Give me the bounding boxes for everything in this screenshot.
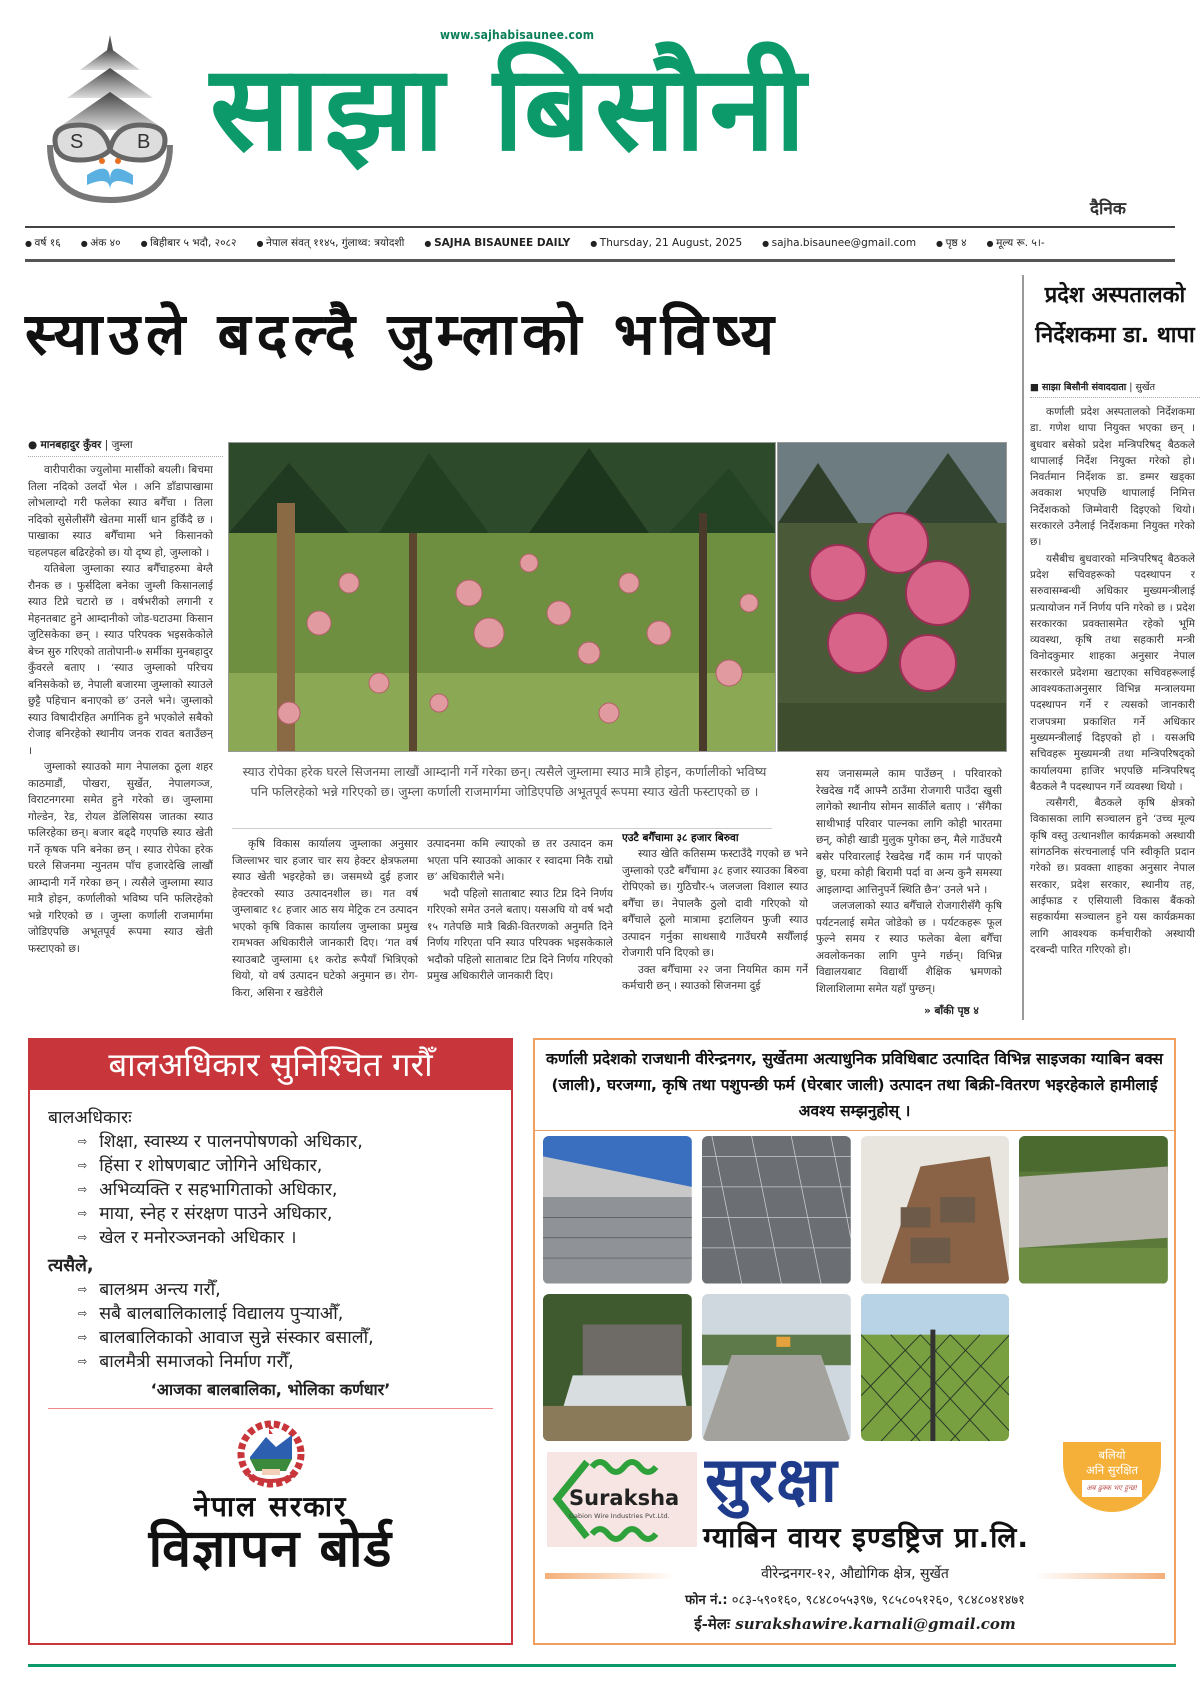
rights-item: ⇨ खेल र मनोरञ्जनको अधिकार । bbox=[48, 1226, 493, 1250]
factory-gabion-photo bbox=[543, 1136, 692, 1284]
article-paragraph: भदौ पहिलो साताबाट स्याउ टिप्न दिने निर्णय गरिएको समेत उनले बताए। यसअघि यो वर्ष भदौ १५ गतेपछि मात्रै बिक्री-वितरणको अनुमति दिने निर्णय गरिएता पनि स्याउ परिपक्क भइसकेकाले भदौको पहिलो साताबाट टिप्न दिने निर्णय गरिएको प्रमुख अधिकारीले जानकारी दिए। bbox=[427, 887, 613, 982]
article-paragraph: उत्पादनमा कमि ल्याएको छ तर उत्पादन कम भएता पनि स्याउको आकार र स्वादमा निकै राम्रो छ’ अधिकारीले भने। bbox=[427, 838, 613, 883]
email-address[interactable]: surakshawire.karnali@gmail.com bbox=[735, 1615, 1016, 1633]
nepal-sambat-date: ● नेपाल संवत् ११४५, गुंलाथ्व: त्रयोदशी bbox=[256, 236, 404, 250]
ad-slogan: ‘आजका बालबालिका, भोलिका कर्णधार’ bbox=[48, 1378, 493, 1409]
continued-link[interactable]: » बाँकी पृष्ठ ४ bbox=[920, 1004, 979, 1018]
logo-letter-s: S bbox=[70, 131, 84, 153]
action-item: ⇨ बालमैत्री समाजको निर्माण गरौँ, bbox=[48, 1350, 493, 1374]
pagoda-book-logo-icon bbox=[25, 30, 195, 205]
apple-closeup-photo bbox=[777, 442, 1007, 752]
page-number: ● पृष्ठ ४ bbox=[936, 236, 966, 250]
byline-place: सुर्खेत bbox=[1135, 382, 1156, 393]
article-paragraph: सय जनासम्मले काम पाउँछन् । परिवारको रेखदेख गर्दै आफ्नै ठाउँमा रोजगारी पाउँदा खुसी लागेको स्थानीय सोमन सार्कीले बताए । ‘सँगैका साथीभाई परिवार पाल्नका लागि कोही भारतमा छन्, कोही खाडी मुलुक पुगेका छन्, मैले गाउँघरमै बसेर परिवारलाई रेखदेख गर्दै काम गर्न पाएको छु, घरमा कोही बिरामी पर्दा वा अन्य कुनै समस्या आइलाग्दा आत्तिनुपर्ने स्थिति छैन’ उनले भने । bbox=[816, 768, 1002, 896]
action-item: ⇨ सबै बालबालिकालाई विद्यालय पुर्‍याऔँ, bbox=[48, 1302, 493, 1326]
suraksha-logo bbox=[547, 1452, 697, 1547]
action-item: ⇨ बालश्रम अन्त्य गरौँ, bbox=[48, 1278, 493, 1302]
divider bbox=[232, 828, 772, 829]
gabion-stack-photo bbox=[702, 1136, 851, 1284]
rights-item: ⇨ माया, स्नेह र संरक्षण पाउने अधिकार, bbox=[48, 1202, 493, 1226]
tagline-line-1: बलियो bbox=[1098, 1448, 1126, 1462]
article-column bbox=[427, 836, 613, 1021]
tagline-small: अब ढुक्क भए हुन्छ! bbox=[1082, 1480, 1141, 1497]
article-paragraph: जलजलाको स्याउ बगैँचाले रोजगारीसँगै कृषि पर्यटनलाई समेत जोडेको छ । पर्यटकहरू फूल फुल्ने समय र स्याउ फलेका बेला बगैँचा अवलोकनका लागि पुग्ने गर्छन्। विभिन्न विद्यालयबाट विद्यार्थी शैक्षिक भ्रमणको शिलाशिलामा समेत यहाँ पुग्छन्। bbox=[816, 900, 1002, 995]
email-line bbox=[545, 1614, 1165, 1634]
phone-numbers[interactable]: ०८३-५९०१६०, ९८४८०५५३९७, ९८५८०५१२६०, ९८४८०४१४७१ bbox=[731, 1593, 1025, 1608]
nepal-emblem-icon bbox=[236, 1419, 306, 1489]
paper-name-english: ● SAJHA BISAUNEE DAILY bbox=[424, 237, 570, 249]
photo-caption: स्याउ रोपेका हरेक घरले सिजनमा लाखौं आम्दानी गर्ने गरेका छन्। त्यसैले जुम्लामा स्याउ मात्रै होइन, कर्णालीको भविष्य पनि फलिरहेको भन्ने गरिएको छ। जुम्ला कर्णाली राजमार्गमा जोडिएपछि अभूतपूर्व रूपमा स्याउ खेती फस्टाएको छ । bbox=[242, 764, 767, 799]
article-paragraph: कृषि विकास कार्यालय जुम्लाका अनुसार जिल्लाभर चार हजार चार सय हेक्टर क्षेत्रफलमा स्याउ खेती भइरहेको छ। जसमध्ये दुई हजार हेक्टरको स्याउ उत्पादनशील छ। गत वर्ष जुम्लाबाट १८ हजार आठ सय मेट्रिक टन उत्पादन भएको कृषि विकास कार्यालय जुम्लाका प्रमुख रामभक्त अधिकारीले जानकारी दिए। ‘गत वर्ष स्याउबाटै जुम्लामा ६१ करोड रूपैयाँ भित्रिएको थियो, यो वर्ष उत्पादन घटेको अनुमान छ। रोग-किरा, असिना र खडेरीले bbox=[232, 838, 418, 999]
article-column bbox=[232, 836, 418, 1021]
site-url[interactable]: www.sajhabisaunee.com bbox=[440, 28, 595, 42]
main-headline[interactable]: स्याउले बदल्दै जुम्लाको भविष्य bbox=[25, 300, 780, 368]
subheading: एउटै बगैँचामा ३८ हजार बिरुवा bbox=[622, 832, 739, 844]
brand-name: सुरक्षा bbox=[705, 1443, 839, 1516]
rights-label: बालअधिकारः bbox=[48, 1108, 132, 1128]
frequency-label: दैनिक bbox=[1090, 199, 1126, 219]
rights-item: ⇨ अभिव्यक्ति र सहभागिताको अधिकार, bbox=[48, 1178, 493, 1202]
volume: ● वर्ष १६ bbox=[25, 236, 61, 250]
chain-link-fence-photo bbox=[861, 1294, 1010, 1442]
suraksha-gabion-ad[interactable] bbox=[533, 1038, 1176, 1645]
column-divider bbox=[1022, 275, 1024, 1020]
excavator-site-photo bbox=[702, 1294, 851, 1442]
action-item: ⇨ बालबालिकाको आवाज सुन्ने संस्कार बसालौँ, bbox=[48, 1326, 493, 1350]
child-rights-ad[interactable] bbox=[28, 1038, 513, 1645]
article-column bbox=[816, 766, 1002, 1016]
government-label: नेपाल सरकार bbox=[193, 1490, 348, 1523]
address-text: वीरेन्द्रनगर-१२, औद्योगिक क्षेत्र, सुर्खेत bbox=[761, 1566, 949, 1582]
product-photo-grid bbox=[543, 1136, 1168, 1441]
contact-email[interactable]: ● sajha.bisaunee@gmail.com bbox=[762, 237, 916, 249]
article-column bbox=[622, 830, 808, 1025]
article-paragraph: त्यसैगरी, बैठकले कृषि क्षेत्रको विकासका लागि सञ्चालन हुने ‘उच्च मूल्य कृषि वस्तु उत्थानशील कार्यक्रमको अस्थायी सांगठनिक संरचनालाई पनि स्वीकृति प्रदान गरेको छ। प्रवक्ता शाहका अनुसार नेपाल सरकार, प्रदेश सरकार, स्थानीय तह, आईफाड र एसियाली विकास बैंकको सहकार्यमा सञ्चालन हुने यस कार्यक्रमका लागि आवश्यक कर्मचारीको अस्थायी दरबन्दी पारित गरिएको हो। bbox=[1030, 797, 1195, 956]
logo-letter-b: B bbox=[137, 131, 151, 153]
article-paragraph: स्याउ खेति कतिसम्म फस्टाउँदै गएको छ भने जुम्लाको एउटै बगैँचामा ३८ हजार स्याउका बिरुवा रोपिएको छ। गुठिचौर-५ जलजला विशाल स्याउ बगैँचा छ। नेपालकै ठुलो दावी गरिएको यो बगैँचाले ठूलो मात्रामा इटालियन फुजी स्याउ उत्पादन गर्नुका साथसाथै गाउँघरमै सयौँलाई रोजगारी पनि दिएको छ। bbox=[622, 848, 808, 959]
nepali-date: ● बिहीबार ५ भदौ, २०८२ bbox=[141, 236, 237, 250]
issue-number: ● अंक ४० bbox=[81, 236, 121, 250]
side-article-column bbox=[1030, 404, 1195, 1019]
byline: ● मानबहादुर कुँवर | जुम्ला bbox=[28, 438, 223, 457]
rights-item: ⇨ शिक्षा, स्वास्थ्य र पालनपोषणको अधिकार, bbox=[48, 1130, 493, 1154]
therefore-label: त्यसैले, bbox=[48, 1256, 94, 1276]
tagline-badge bbox=[1063, 1442, 1161, 1512]
company-name: ग्याबिन वायर इण्डष्ट्रिज प्रा.लि. bbox=[703, 1521, 1029, 1554]
article-paragraph: यतिबेला जुम्लाका स्याउ बगैँचाहरुमा बेग्लै रौनक छ । फुर्सदिला बनेका जुम्ली किसानलाई स्याउ टिप्ने चटारो छ । वर्षभरीको लगानी र मेहनतबाट हुने आम्दानीको जोड-घटाउमा किसान जुटिसकेका छन् । स्याउ परिपक्क भइसकेकोले बेच्न सुरु गरिएको तातोपानी-७ सर्मीका मुनबहादुर कुँवरले बताए । ‘स्याउ जुम्लाको परिचय बनिसकेको छ, नेपाली बजारमा जुम्लाको स्याउले छुट्टै पहिचान बनाएको छ’ उनले भने। जुम्लाको स्याउ विषादीरहित अर्गानिक हुने भएकोले सबैको रोजाइ बनिरहेको स्थानीय जनक रावत बताउँछन् । bbox=[28, 563, 213, 757]
article-paragraph: यसैबीच बुधवारको मन्त्रिपरिषद् बैठकले प्रदेश सचिवहरूको पदस्थापन र सरुवासम्बन्धी अधिकार मुख्यमन्त्रीलाई प्रत्यायोजन गर्ने निर्णय पनि गरेको छ । प्रदेश सरकारका प्रवक्तासमेत रहेको भूमि व्यवस्था, कृषि तथा सहकारी मन्त्री विनोदकुमार शाहका अनुसार नेपाल सरकारले प्रदेशमा खटाएका सचिवहरूलाई आवश्यकताअनुसार विभिन्न मन्त्रालयमा पदस्थापन गर्ने र त्यसको जानकारी राजपत्रमा प्रकाशित गर्ने अधिकार मुख्यमन्त्रीलाई दिइएको हो । यसअघि सचिवहरू मुख्यमन्त्री तथा मन्त्रिपरिषद्को कार्यालयमा हाजिर भएपछि मन्त्रिपरिषद् बैठकले नै पदस्थापन गर्ने व्यवस्था थियो । bbox=[1030, 552, 1195, 793]
article-paragraph: जुम्लाको स्याउको माग नेपालका ठूला शहर काठमाडौं, पोखरा, सुर्खेत, नेपालगञ्ज, विराटनगरमा समेत हुने गरेको छ। जुम्लामा गोल्डेन, रेड, रोयल डेलिसियस जातका स्याउ फलिरहेका छन्। बजार बढ्दै गएपछि स्याउ खेती गर्ने कृषक पनि बनेका छन् । स्याउ रोपेका हरेक घरले सिजनमा न्युनतम पाँच हजारदेखि लाखौं आम्दानी गर्ने गरेका छन् । त्यसैले जुम्लामा स्याउ मात्रै होइन, कर्णालीको भविष्य पनि फलिरहेको भन्ने गरिएको छ । जुम्ला कर्णाली राजमार्गमा जोडिएपछि अभूतपूर्व रूपमा स्याउ खेती फस्टाएको छ। bbox=[28, 761, 213, 955]
newspaper-logo bbox=[25, 30, 195, 205]
stone-gabion-wall-photo bbox=[861, 1136, 1010, 1284]
price: ● मूल्य रू. ५।- bbox=[987, 236, 1045, 250]
side-headline[interactable]: प्रदेश अस्पतालको निर्देशकमा डा. थापा bbox=[1035, 283, 1195, 348]
tagline-line-2: अनि सुरक्षित bbox=[1085, 1463, 1139, 1477]
article-paragraph: कर्णाली प्रदेश अस्पतालको निर्देशकमा डा. गणेश थापा नियुक्त भएका छन् । बुधवार बसेको प्रदेश मन्त्रिपरिषद् बैठकले थापालाई निर्देश नियुक्त गरेको हो। निवर्तमान निर्देशक डा. डम्मर खड्का अवकाश भएपछि थापालाई निमित्त निर्देशकको जिम्मेवारी दिइएको थियो। सरकारले उनैलाई निर्देशकमा नियुक्त गरेको छ। bbox=[1030, 406, 1195, 549]
bullet-icon: ● bbox=[28, 439, 41, 451]
footer-rule bbox=[28, 1664, 1176, 1667]
ad-intro-text: कर्णाली प्रदेशको राजधानी वीरेन्द्रनगर, सुर्खेतमा अत्याधुनिक प्रविधिबाट उत्पादित विभिन्न साइजका ग्याबिन बक्स (जाली), घरजग्गा, कृषि तथा पशुपन्छी फर्म (घेरबार जाली) उत्पादन तथा बिक्री-वितरण भइरहेकाले हामीलाई अवश्य सम्झनुहोस् । bbox=[535, 1040, 1174, 1131]
logo-name: Suraksha bbox=[569, 1486, 680, 1510]
email-label: ई-मेलः bbox=[694, 1615, 731, 1633]
article-paragraph: वारीपारीका ज्युलोमा मार्सीको बयली। बिचमा तिला नदिको उलर्दो भेल । अनि डाँडापाखामा लोभलाग्दो गरी फलेका स्याउ बगैँचा । तिला नदिको सुसेलीसँगै खेतमा मार्सी धान हुर्किंदै छ । पाखाका स्याउ बगैँचामा भने किसानको चहलपहल बढिरहेको छ। यो दृष्य हो, जुम्लाको । bbox=[28, 464, 213, 559]
apple-orchard-photo bbox=[228, 442, 776, 752]
divider bbox=[25, 226, 1175, 228]
logo-subtitle: Gabion Wire Industries Pvt.Ltd. bbox=[569, 1512, 670, 1520]
square-bullet-icon: ■ bbox=[1030, 382, 1042, 393]
article-column bbox=[28, 462, 213, 1022]
advertisement-board-label: विज्ञापन बोर्ड bbox=[148, 1519, 393, 1579]
waterfall-gabion-photo bbox=[543, 1294, 692, 1442]
phone-label: फोन नं.: bbox=[685, 1593, 728, 1608]
divider bbox=[25, 259, 1175, 262]
ad-title: बालअधिकार सुनिश्चित गरौँ bbox=[30, 1040, 511, 1090]
byline-author: मानबहादुर कुँवर bbox=[40, 439, 102, 451]
info-bar bbox=[25, 232, 1175, 254]
gabion-retaining-wall-photo bbox=[1019, 1136, 1168, 1284]
company-address bbox=[545, 1564, 1165, 1583]
byline-place: जुम्ला bbox=[111, 439, 133, 451]
byline-author: साझा बिसौनी संवाददाता bbox=[1042, 382, 1127, 393]
english-date: ● Thursday, 21 August, 2025 bbox=[590, 237, 742, 249]
newspaper-title: साझा बिसौनी bbox=[210, 39, 810, 177]
byline: ■ साझा बिसौनी संवाददाता | सुर्खेत bbox=[1030, 380, 1200, 398]
phone-line bbox=[545, 1590, 1165, 1608]
rights-item: ⇨ हिंसा र शोषणबाट जोगिने अधिकार, bbox=[48, 1154, 493, 1178]
article-paragraph: उक्त बगैँचामा २२ जना नियमित काम गर्ने कर्मचारी छन् । स्याउको सिजनमा दुई bbox=[622, 963, 808, 992]
